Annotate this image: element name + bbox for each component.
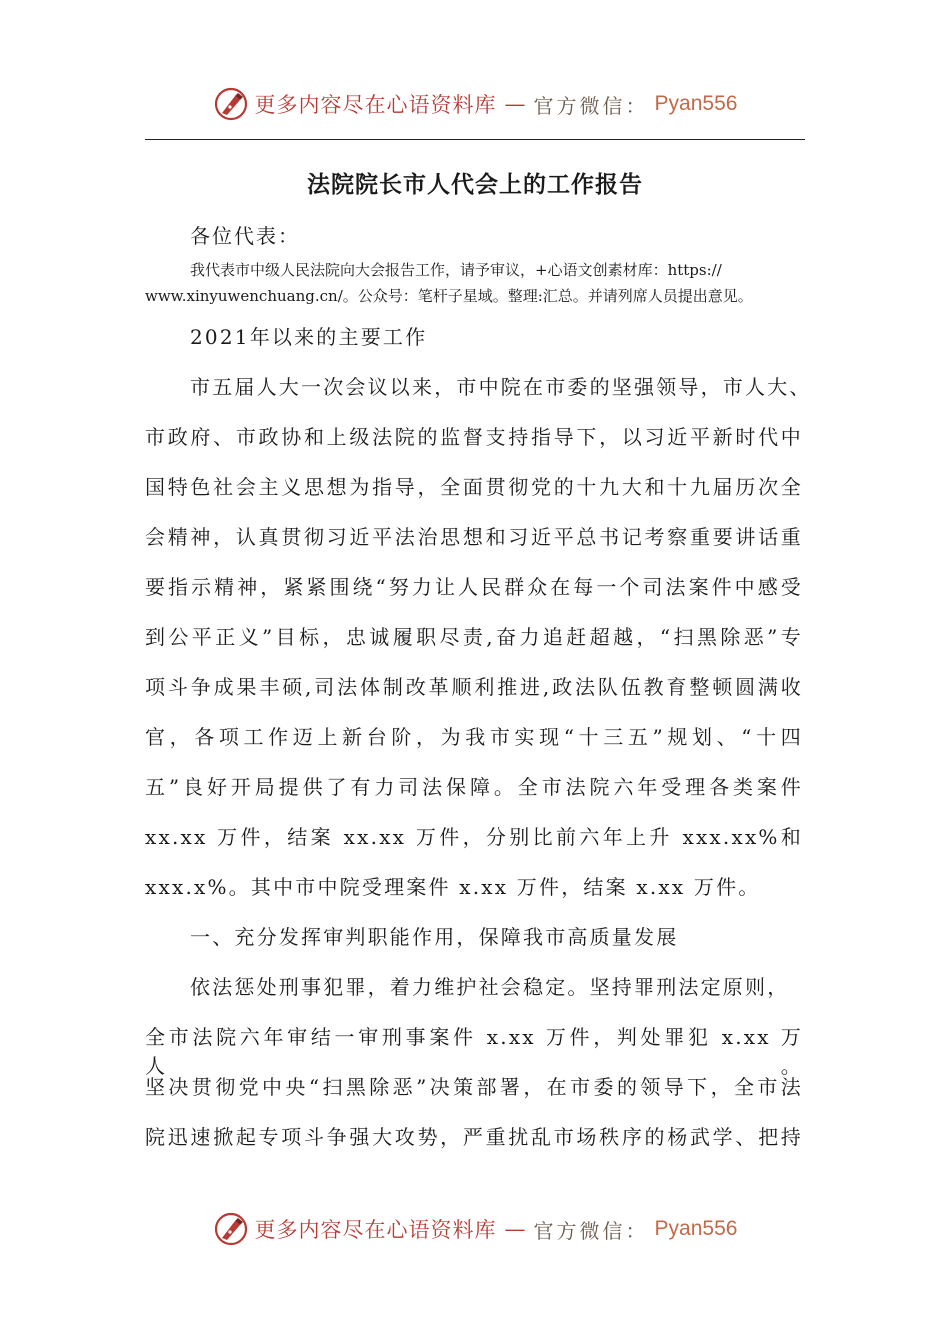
para2-line: 依法惩处刑事犯罪，着力维护社会稳定。坚持罪刑法定原则， [190, 975, 790, 999]
para1-line: xxx.x%。其中市中院受理案件 x.xx 万件，结案 x.xx 万件。 [145, 875, 761, 899]
watermark-dash: — [504, 1217, 526, 1241]
salutation: 各位代表： [190, 224, 300, 248]
pen-nib-circle-icon [213, 1211, 249, 1247]
intro-line-1: 我代表市中级人民法院向大会报告工作，请予审议，+心语文创素材库：https:// [190, 261, 722, 279]
para1-line: 会精神，认真贯彻习近平法治思想和习近平总书记考察重要讲话重 [145, 525, 803, 549]
watermark-site-text: 更多内容尽在心语资料库 [254, 1218, 497, 1242]
para2-line: 坚决贯彻党中央“扫黑除恶”决策部署，在市委的领导下，全市法 [145, 1075, 803, 1099]
watermark-dash: — [504, 92, 526, 116]
para2-line: 院迅速掀起专项斗争强大攻势，严重扰乱市场秩序的杨武学、把持 [145, 1125, 803, 1149]
para1-line: xx.xx 万件，结案 xx.xx 万件，分别比前六年上升 xxx.xx%和 [145, 825, 803, 849]
para2-line: 全市法院六年审结一审刑事案件 x.xx 万件，判处罪犯 x.xx 万人。 [145, 1025, 803, 1078]
watermark-site-text: 更多内容尽在心语资料库 [254, 93, 497, 117]
para1-line: 五”良好开局提供了有力司法保障。全市法院六年受理各类案件 [145, 775, 803, 799]
pen-nib-circle-icon [213, 86, 249, 122]
watermark-wechat-id: Pyan556 [654, 92, 738, 115]
para1-line: 国特色社会主义思想为指导，全面贯彻党的十九大和十九届历次全 [145, 475, 803, 499]
header-watermark-banner [0, 82, 950, 126]
para1-line: 市五届人大一次会议以来，市中院在市委的坚强领导，市人大、 [190, 375, 812, 399]
document-title: 法院院长市人代会上的工作报告 [307, 171, 643, 198]
watermark-wechat-label: 官方微信： [533, 93, 649, 118]
intro-line-2: www.xinyuwenchuang.cn/。公众号：笔杆子星域。整理:汇总。并请列席人员提出意见。 [145, 287, 753, 305]
para1-line: 要指示精神，紧紧围绕“努力让人民群众在每一个司法案件中感受 [145, 575, 803, 599]
footer-watermark-banner [0, 1207, 950, 1251]
para1-line: 到公平正义”目标，忠诚履职尽责,奋力追赶超越，“扫黑除恶”专 [145, 625, 803, 649]
section-heading: 2021年以来的主要工作 [190, 325, 428, 349]
watermark-wechat-label: 官方微信： [533, 1218, 649, 1243]
para1-line: 项斗争成果丰硕,司法体制改革顺利推进,政法队伍教育整顿圆满收 [145, 675, 803, 699]
para1-line: 官，各项工作迈上新台阶，为我市实现“十三五”规划、“十四 [145, 725, 803, 749]
header-divider [145, 139, 805, 140]
intro-paragraph [145, 257, 810, 309]
para1-line: 市政府、市政协和上级法院的监督支持指导下，以习近平新时代中 [145, 425, 803, 449]
subheading-1: 一、充分发挥审判职能作用，保障我市高质量发展 [190, 925, 679, 949]
watermark-wechat-id: Pyan556 [654, 1217, 738, 1240]
